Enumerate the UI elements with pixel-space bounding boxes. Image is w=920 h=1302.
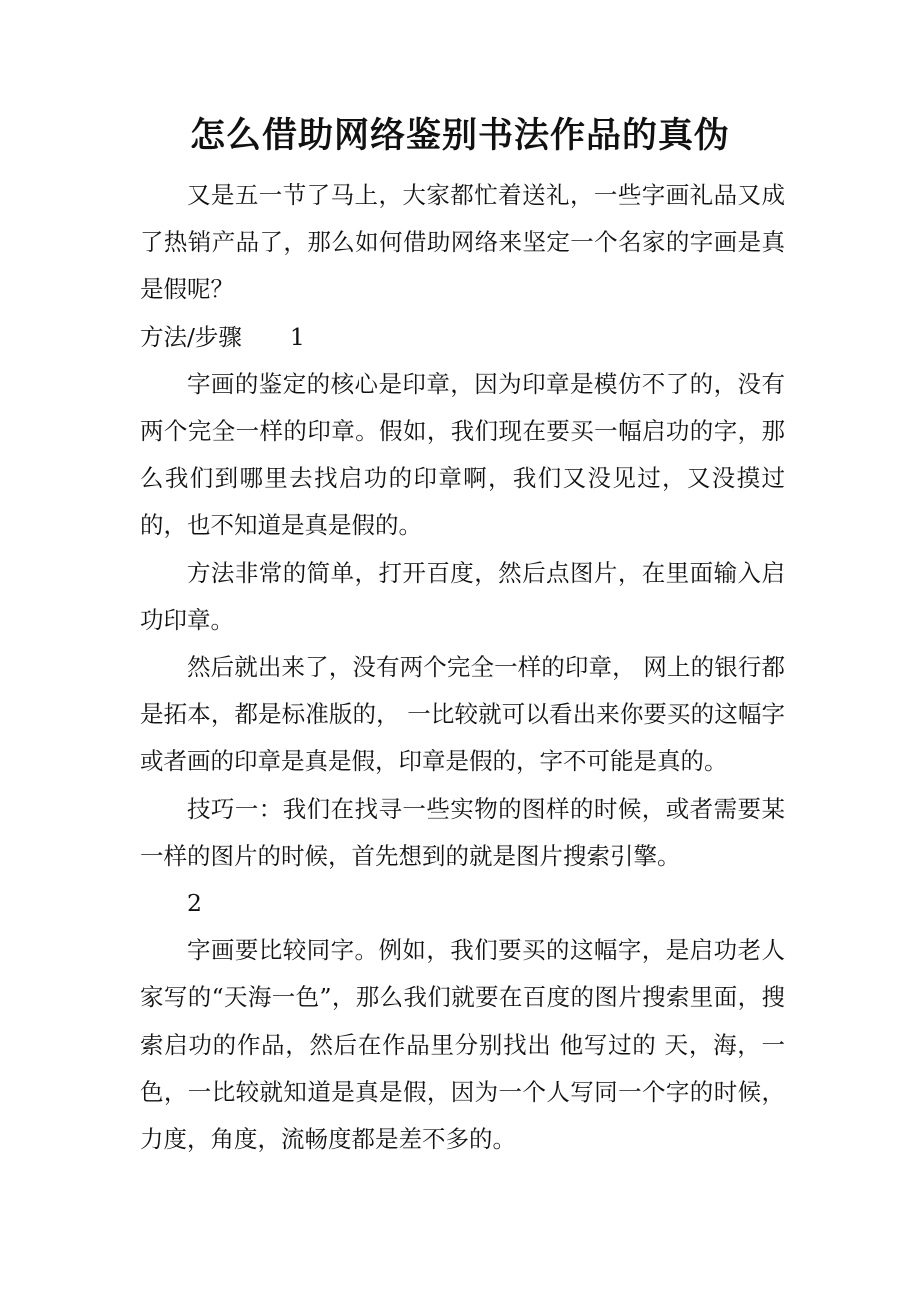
document-body: [140, 172, 785, 1163]
document-title: 怎么借助网络鉴别书法作品的真伪: [189, 115, 730, 156]
step2-paragraph-1: 字画要比较同字。例如，我们要买的这幅字，是启功老人家写的“天海一色”，那么我们就要在百度的图片搜索里面，搜索启功的作品，然后在作品里分别找出 他写过的 天，海，一色，一比较就知道是真是假，因为一个人写同一个字的时候，力度，角度，流畅度都是差不多的。: [140, 936, 785, 1154]
method-heading: [140, 314, 785, 361]
step-number-2: 2: [187, 889, 202, 918]
method-label: 方法/步骤: [140, 322, 242, 351]
step-number-1: 1: [289, 322, 305, 351]
step1-paragraph-4: 技巧一：我们在找寻一些实物的图样的时候，或者需要某一样的图片的时候，首先想到的就是图片搜索引擎。: [140, 794, 785, 870]
step1-paragraph-3: 然后就出来了，没有两个完全一样的印章， 网上的银行都是拓本，都是标准版的， 一比较就可以看出来你要买的这幅字或者画的印章是真是假，印章是假的，字不可能是真的。: [140, 653, 785, 776]
step1-paragraph-1: 字画的鉴定的核心是印章，因为印章是模仿不了的，没有两个完全一样的印章。假如，我们现在要买一幅启功的字，那么我们到哪里去找启功的印章啊，我们又没见过，又没摸过的，也不知道是真是假的。: [140, 369, 785, 540]
intro-paragraph: 又是五一节了马上，大家都忙着送礼，一些字画礼品又成了热销产品了，那么如何借助网络来坚定一个名家的字画是真是假呢？: [140, 181, 785, 304]
step1-paragraph-2: 方法非常的简单，打开百度，然后点图片，在里面输入启功印章。: [140, 558, 785, 634]
